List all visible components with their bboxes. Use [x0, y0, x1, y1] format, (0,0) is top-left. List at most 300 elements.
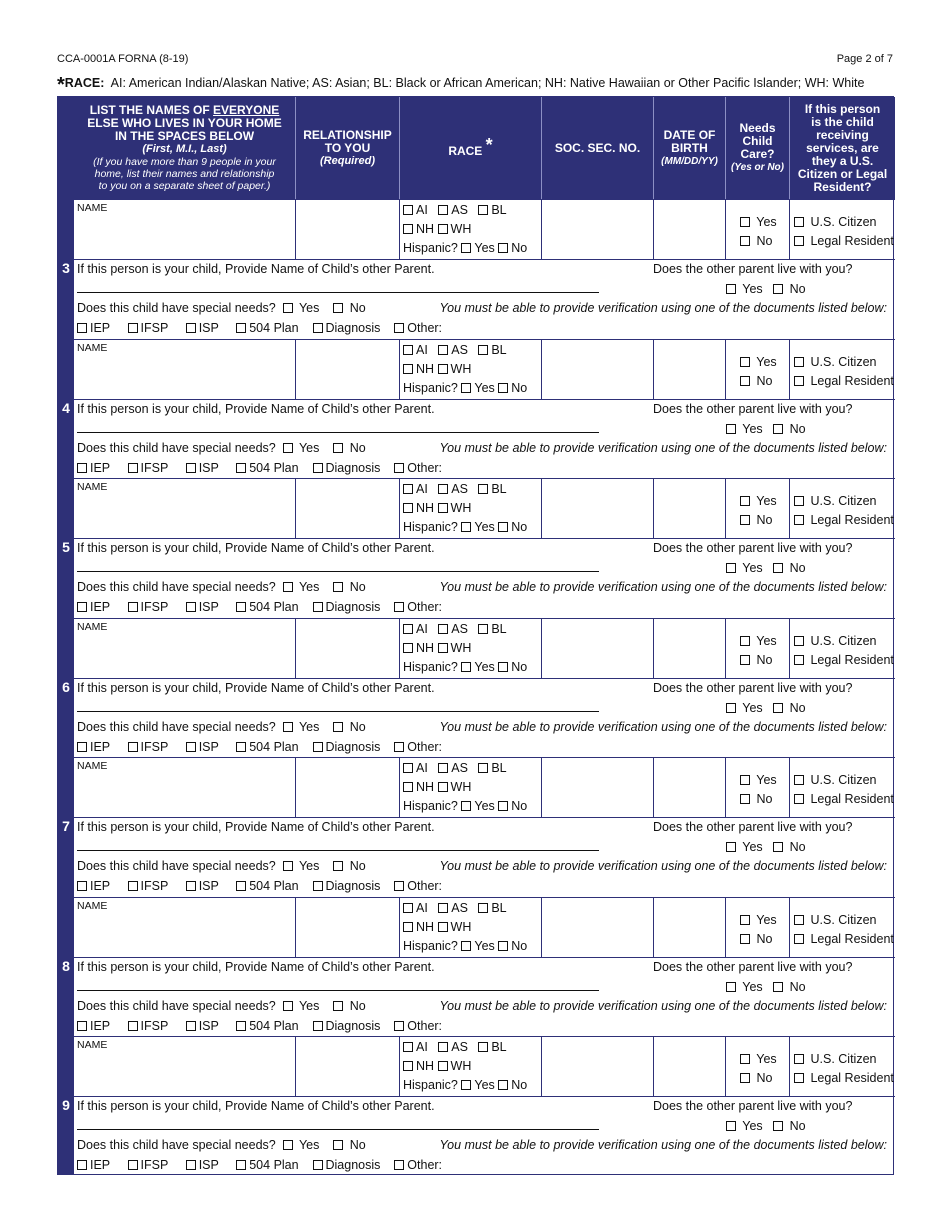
- hispanic-yes-checkbox[interactable]: [461, 383, 471, 393]
- citizen-option: [794, 634, 876, 648]
- race-bl-checkbox[interactable]: [478, 345, 488, 355]
- special-needs-yes-checkbox[interactable]: [283, 861, 293, 871]
- ssn-cell[interactable]: [542, 1037, 654, 1097]
- isp-label: ISP: [198, 739, 219, 754]
- citizenship-cell: [790, 758, 895, 818]
- race-wh-checkbox[interactable]: [438, 643, 448, 653]
- citizenship-header-3: receiving: [816, 127, 869, 142]
- parent-live-no-label: No: [789, 282, 806, 296]
- parent-live-no-checkbox[interactable]: [773, 842, 783, 852]
- ifsp-checkbox[interactable]: [128, 463, 138, 473]
- childcare-yes-checkbox[interactable]: [740, 496, 750, 506]
- name-label: NAME: [77, 1039, 108, 1051]
- relationship-header-sub: (Required): [320, 154, 375, 167]
- ifsp-checkbox[interactable]: [128, 602, 138, 612]
- race-wh-checkbox[interactable]: [438, 364, 448, 374]
- parent-live-options: [726, 840, 806, 854]
- race-key: [57, 74, 864, 97]
- hispanic-no-checkbox[interactable]: [498, 383, 508, 393]
- race-row-1: [403, 482, 507, 496]
- race-wh-checkbox[interactable]: [438, 782, 448, 792]
- isp-checkbox[interactable]: [186, 881, 196, 891]
- resident-option: [794, 234, 894, 248]
- race-bl-label: BL: [491, 761, 507, 775]
- row-number: 3: [62, 260, 70, 276]
- childcare-yes-checkbox[interactable]: [740, 1054, 750, 1064]
- documents-row: [77, 600, 442, 614]
- hispanic-no-checkbox[interactable]: [498, 243, 508, 253]
- parent-live-no-checkbox[interactable]: [773, 563, 783, 573]
- other-checkbox[interactable]: [394, 881, 404, 891]
- legal-resident-checkbox[interactable]: [794, 1073, 804, 1083]
- childcare-cell: [726, 340, 790, 400]
- isp-label: ISP: [198, 1158, 219, 1172]
- ifsp-checkbox[interactable]: [128, 323, 138, 333]
- parent-live-yes-checkbox[interactable]: [726, 703, 736, 713]
- name-cell[interactable]: [74, 898, 296, 958]
- hispanic-row: [403, 1078, 527, 1092]
- race-as-checkbox[interactable]: [438, 1042, 448, 1052]
- plan504-checkbox[interactable]: [236, 323, 246, 333]
- us-citizen-label: U.S. Citizen: [810, 494, 877, 508]
- iep-checkbox[interactable]: [77, 602, 87, 612]
- childcare-cell: [726, 619, 790, 679]
- race-ai-checkbox[interactable]: [403, 624, 413, 634]
- name-cell[interactable]: [74, 479, 296, 539]
- legal-resident-checkbox[interactable]: [794, 515, 804, 525]
- diagnosis-checkbox[interactable]: [313, 323, 323, 333]
- name-label: NAME: [77, 760, 108, 772]
- childcare-cell: [726, 479, 790, 539]
- race-bl-checkbox[interactable]: [478, 903, 488, 913]
- special-needs-no-label: No: [349, 998, 366, 1013]
- race-wh-label: WH: [450, 640, 472, 655]
- plan504-checkbox[interactable]: [236, 463, 246, 473]
- other-checkbox[interactable]: [394, 323, 404, 333]
- race-wh-label: WH: [450, 361, 472, 376]
- diagnosis-checkbox[interactable]: [313, 1160, 323, 1170]
- hispanic-row: [403, 381, 527, 395]
- other-parent-name-line[interactable]: [77, 850, 599, 851]
- special-needs-yes-checkbox[interactable]: [283, 582, 293, 592]
- special-needs-yes-label: Yes: [298, 998, 320, 1013]
- relationship-column-header: [296, 97, 400, 199]
- us-citizen-checkbox[interactable]: [794, 915, 804, 925]
- childcare-yes: [740, 1052, 777, 1066]
- diagnosis-checkbox[interactable]: [313, 463, 323, 473]
- iep-checkbox[interactable]: [77, 463, 87, 473]
- childcare-no-label: No: [756, 652, 773, 667]
- other-parent-name-line[interactable]: [77, 1129, 599, 1130]
- race-wh-label: WH: [450, 919, 472, 934]
- special-needs-yes-checkbox[interactable]: [283, 722, 293, 732]
- parent-live-label: Does the other parent live with you?: [653, 959, 853, 974]
- other-parent-name-line[interactable]: [77, 571, 599, 572]
- isp-checkbox[interactable]: [186, 1160, 196, 1170]
- iep-label: IEP: [90, 460, 111, 475]
- relationship-cell[interactable]: [296, 200, 400, 260]
- name-cell[interactable]: [74, 340, 296, 400]
- relationship-cell[interactable]: [296, 619, 400, 679]
- race-row-2: [403, 501, 471, 515]
- race-as-checkbox[interactable]: [438, 205, 448, 215]
- plan504-label: 504 Plan: [249, 1158, 299, 1172]
- person-entry: [74, 1036, 895, 1176]
- race-ai-checkbox[interactable]: [403, 205, 413, 215]
- hispanic-row: [403, 241, 527, 255]
- name-cell[interactable]: [74, 758, 296, 818]
- childcare-no-checkbox[interactable]: [740, 794, 750, 804]
- parent-live-yes-checkbox[interactable]: [726, 1121, 736, 1131]
- race-nh-checkbox[interactable]: [403, 364, 413, 374]
- parent-live-no-label: No: [789, 421, 806, 436]
- childcare-yes-label: Yes: [756, 773, 777, 787]
- dob-cell[interactable]: [654, 1037, 726, 1097]
- special-needs-no-label: No: [349, 1138, 366, 1152]
- hispanic-yes-checkbox[interactable]: [461, 662, 471, 672]
- special-needs-no-checkbox[interactable]: [333, 861, 343, 871]
- relationship-cell[interactable]: [296, 340, 400, 400]
- names-header-note3: to you on a separate sheet of paper.): [98, 180, 271, 192]
- other-checkbox[interactable]: [394, 742, 404, 752]
- legal-resident-checkbox[interactable]: [794, 376, 804, 386]
- race-nh-checkbox[interactable]: [403, 643, 413, 653]
- ssn-cell[interactable]: [542, 479, 654, 539]
- other-label: Other:: [407, 879, 443, 893]
- legal-resident-checkbox[interactable]: [794, 236, 804, 246]
- diagnosis-label: Diagnosis: [325, 1018, 381, 1033]
- ifsp-label: IFSP: [140, 600, 169, 614]
- parent-live-options: [726, 282, 806, 296]
- us-citizen-checkbox[interactable]: [794, 636, 804, 646]
- iep-checkbox[interactable]: [77, 881, 87, 891]
- dob-header-sub: (MM/DD/YY): [661, 155, 718, 167]
- other-parent-name-line[interactable]: [77, 292, 599, 293]
- parent-live-yes-checkbox[interactable]: [726, 424, 736, 434]
- childcare-cell: [726, 898, 790, 958]
- race-cell: [400, 619, 542, 679]
- childcare-no-checkbox[interactable]: [740, 236, 750, 246]
- special-needs-yes-checkbox[interactable]: [283, 303, 293, 313]
- childcare-no-label: No: [756, 931, 773, 946]
- race-wh-label: WH: [450, 501, 472, 515]
- relationship-cell[interactable]: [296, 898, 400, 958]
- race-wh-checkbox[interactable]: [438, 922, 448, 932]
- childcare-no-checkbox[interactable]: [740, 1073, 750, 1083]
- parent-live-no-checkbox[interactable]: [773, 1121, 783, 1131]
- diagnosis-checkbox[interactable]: [313, 742, 323, 752]
- iep-checkbox[interactable]: [77, 1160, 87, 1170]
- name-cell[interactable]: [74, 200, 296, 260]
- childcare-no-label: No: [756, 234, 773, 248]
- hispanic-no-checkbox[interactable]: [498, 1080, 508, 1090]
- childcare-cell: [726, 200, 790, 260]
- other-label: Other:: [407, 600, 443, 614]
- childcare-no-checkbox[interactable]: [740, 934, 750, 944]
- ifsp-checkbox[interactable]: [128, 742, 138, 752]
- other-parent-name-line[interactable]: [77, 990, 599, 991]
- race-ai-checkbox[interactable]: [403, 1042, 413, 1052]
- parent-live-yes-checkbox[interactable]: [726, 842, 736, 852]
- special-needs-label: Does this child have special needs?: [77, 1138, 276, 1152]
- iep-checkbox[interactable]: [77, 742, 87, 752]
- relationship-header-2: TO YOU: [324, 140, 371, 155]
- childcare-no-checkbox[interactable]: [740, 376, 750, 386]
- dob-cell[interactable]: [654, 898, 726, 958]
- race-as-checkbox[interactable]: [438, 624, 448, 634]
- other-checkbox[interactable]: [394, 1160, 404, 1170]
- ssn-cell[interactable]: [542, 758, 654, 818]
- diagnosis-label: Diagnosis: [325, 739, 381, 754]
- citizenship-cell: [790, 1037, 895, 1097]
- dob-cell[interactable]: [654, 479, 726, 539]
- us-citizen-checkbox[interactable]: [794, 357, 804, 367]
- race-wh-checkbox[interactable]: [438, 503, 448, 513]
- other-checkbox[interactable]: [394, 463, 404, 473]
- parent-live-yes-checkbox[interactable]: [726, 563, 736, 573]
- race-bl-checkbox[interactable]: [478, 484, 488, 494]
- childcare-yes-checkbox[interactable]: [740, 915, 750, 925]
- relationship-cell[interactable]: [296, 1037, 400, 1097]
- race-cell: [400, 758, 542, 818]
- special-needs-no-checkbox[interactable]: [333, 1001, 343, 1011]
- hispanic-yes-checkbox[interactable]: [461, 801, 471, 811]
- race-bl-checkbox[interactable]: [478, 624, 488, 634]
- parent-live-yes-checkbox[interactable]: [726, 284, 736, 294]
- race-bl-checkbox[interactable]: [478, 763, 488, 773]
- race-cell: [400, 200, 542, 260]
- verification-note: You must be able to provide verification using one of the documents listed below:: [439, 859, 887, 873]
- legal-resident-label: Legal Resident: [810, 1071, 894, 1085]
- hispanic-yes-checkbox[interactable]: [461, 522, 471, 532]
- row-number: 7: [62, 818, 70, 834]
- parent-live-no-checkbox[interactable]: [773, 424, 783, 434]
- special-needs-yes-checkbox[interactable]: [283, 443, 293, 453]
- special-needs-no-checkbox[interactable]: [333, 722, 343, 732]
- childcare-no: [740, 792, 772, 806]
- special-needs-row: [77, 1138, 366, 1152]
- name-cell[interactable]: [74, 619, 296, 679]
- row-number-sidebar: [58, 97, 74, 1174]
- special-needs-yes-checkbox[interactable]: [283, 1001, 293, 1011]
- race-ai-checkbox[interactable]: [403, 345, 413, 355]
- race-header-label: RACE: [448, 143, 483, 158]
- race-ai-checkbox[interactable]: [403, 484, 413, 494]
- hispanic-row: [403, 660, 527, 674]
- race-nh-checkbox[interactable]: [403, 782, 413, 792]
- name-label: NAME: [77, 481, 108, 493]
- childcare-header-2: Child: [742, 134, 773, 148]
- race-as-checkbox[interactable]: [438, 484, 448, 494]
- race-wh-checkbox[interactable]: [438, 224, 448, 234]
- person-entry: [74, 618, 895, 758]
- parent-live-no-checkbox[interactable]: [773, 703, 783, 713]
- isp-checkbox[interactable]: [186, 742, 196, 752]
- hispanic-no-checkbox[interactable]: [498, 522, 508, 532]
- race-nh-label: NH: [416, 361, 435, 376]
- citizen-option: [794, 1052, 876, 1066]
- plan504-label: 504 Plan: [249, 1018, 299, 1033]
- other-checkbox[interactable]: [394, 602, 404, 612]
- person-info-row: [74, 619, 895, 679]
- race-wh-checkbox[interactable]: [438, 1061, 448, 1071]
- us-citizen-checkbox[interactable]: [794, 1054, 804, 1064]
- ifsp-checkbox[interactable]: [128, 881, 138, 891]
- childcare-yes-checkbox[interactable]: [740, 357, 750, 367]
- plan504-checkbox[interactable]: [236, 1160, 246, 1170]
- legal-resident-checkbox[interactable]: [794, 655, 804, 665]
- ifsp-checkbox[interactable]: [128, 1021, 138, 1031]
- childcare-yes-checkbox[interactable]: [740, 636, 750, 646]
- childcare-no-checkbox[interactable]: [740, 655, 750, 665]
- special-needs-no-checkbox[interactable]: [333, 582, 343, 592]
- legal-resident-checkbox[interactable]: [794, 794, 804, 804]
- parent-live-yes-checkbox[interactable]: [726, 982, 736, 992]
- parent-live-yes-label: Yes: [742, 561, 763, 575]
- other-label: Other:: [407, 321, 443, 335]
- dob-cell[interactable]: [654, 340, 726, 400]
- race-ai-label: AI: [416, 342, 428, 357]
- relationship-cell[interactable]: [296, 758, 400, 818]
- parent-live-no-checkbox[interactable]: [773, 284, 783, 294]
- other-checkbox[interactable]: [394, 1021, 404, 1031]
- dob-cell[interactable]: [654, 758, 726, 818]
- parent-live-no-checkbox[interactable]: [773, 982, 783, 992]
- relationship-cell[interactable]: [296, 479, 400, 539]
- race-bl-checkbox[interactable]: [478, 205, 488, 215]
- ssn-cell[interactable]: [542, 340, 654, 400]
- legal-resident-label: Legal Resident: [810, 513, 894, 527]
- race-ai-checkbox[interactable]: [403, 763, 413, 773]
- ssn-cell[interactable]: [542, 619, 654, 679]
- legal-resident-label: Legal Resident: [810, 234, 894, 248]
- person-entry: [74, 897, 895, 1037]
- legal-resident-label: Legal Resident: [810, 373, 894, 388]
- isp-checkbox[interactable]: [186, 1021, 196, 1031]
- resident-option: [794, 1071, 894, 1085]
- parent-live-yes-label: Yes: [742, 421, 763, 436]
- hispanic-no-checkbox[interactable]: [498, 941, 508, 951]
- hispanic-no-checkbox[interactable]: [498, 662, 508, 672]
- race-cell: [400, 479, 542, 539]
- citizen-option: [794, 215, 876, 229]
- race-nh-checkbox[interactable]: [403, 503, 413, 513]
- other-parent-name-line[interactable]: [77, 432, 599, 433]
- plan504-checkbox[interactable]: [236, 602, 246, 612]
- childcare-no: [740, 1071, 772, 1085]
- plan504-label: 504 Plan: [249, 460, 299, 475]
- diagnosis-checkbox[interactable]: [313, 602, 323, 612]
- other-parent-label: If this person is your child, Provide Name of Child’s other Parent.: [77, 959, 435, 974]
- race-bl-label: BL: [491, 203, 507, 217]
- iep-checkbox[interactable]: [77, 323, 87, 333]
- parent-live-yes-label: Yes: [742, 282, 763, 296]
- other-parent-name-line[interactable]: [77, 711, 599, 712]
- childcare-yes-label: Yes: [756, 912, 777, 927]
- childcare-no-label: No: [756, 513, 773, 527]
- special-needs-yes-checkbox[interactable]: [283, 1140, 293, 1150]
- ssn-cell[interactable]: [542, 200, 654, 260]
- race-ai-label: AI: [416, 482, 428, 496]
- plan504-label: 504 Plan: [249, 879, 299, 893]
- special-needs-row: [77, 859, 366, 873]
- diagnosis-checkbox[interactable]: [313, 881, 323, 891]
- race-nh-checkbox[interactable]: [403, 922, 413, 932]
- childcare-no-checkbox[interactable]: [740, 515, 750, 525]
- documents-row: [77, 1019, 442, 1033]
- names-header-line2: ELSE WHO LIVES IN YOUR HOME: [87, 116, 282, 130]
- ssn-cell[interactable]: [542, 898, 654, 958]
- us-citizen-label: U.S. Citizen: [810, 633, 877, 648]
- isp-label: ISP: [198, 1018, 219, 1033]
- hispanic-no-label: No: [511, 659, 528, 674]
- plan504-checkbox[interactable]: [236, 1021, 246, 1031]
- ifsp-checkbox[interactable]: [128, 1160, 138, 1170]
- special-needs-label: Does this child have special needs?: [77, 859, 276, 873]
- hispanic-yes-checkbox[interactable]: [461, 941, 471, 951]
- isp-checkbox[interactable]: [186, 323, 196, 333]
- other-parent-label: If this person is your child, Provide Name of Child’s other Parent.: [77, 680, 435, 695]
- other-label: Other:: [407, 739, 443, 754]
- race-cell: [400, 1037, 542, 1097]
- hispanic-yes-checkbox[interactable]: [461, 1080, 471, 1090]
- special-needs-no-checkbox[interactable]: [333, 1140, 343, 1150]
- race-as-checkbox[interactable]: [438, 763, 448, 773]
- race-ai-checkbox[interactable]: [403, 903, 413, 913]
- hispanic-no-label: No: [511, 1078, 528, 1092]
- parent-live-label: Does the other parent live with you?: [653, 401, 853, 416]
- race-as-checkbox[interactable]: [438, 345, 448, 355]
- race-nh-checkbox[interactable]: [403, 1061, 413, 1071]
- us-citizen-checkbox[interactable]: [794, 217, 804, 227]
- isp-checkbox[interactable]: [186, 463, 196, 473]
- race-nh-checkbox[interactable]: [403, 224, 413, 234]
- plan504-checkbox[interactable]: [236, 881, 246, 891]
- dob-cell[interactable]: [654, 619, 726, 679]
- hispanic-label: Hispanic?: [403, 799, 458, 813]
- special-needs-no-checkbox[interactable]: [333, 303, 343, 313]
- diagnosis-checkbox[interactable]: [313, 1021, 323, 1031]
- citizenship-header-7: Resident?: [813, 179, 872, 194]
- legal-resident-checkbox[interactable]: [794, 934, 804, 944]
- hispanic-yes-checkbox[interactable]: [461, 243, 471, 253]
- race-as-checkbox[interactable]: [438, 903, 448, 913]
- childcare-yes-checkbox[interactable]: [740, 775, 750, 785]
- isp-checkbox[interactable]: [186, 602, 196, 612]
- name-cell[interactable]: [74, 1037, 296, 1097]
- us-citizen-checkbox[interactable]: [794, 775, 804, 785]
- special-needs-row: [77, 580, 366, 594]
- race-nh-label: NH: [416, 1059, 435, 1073]
- race-bl-checkbox[interactable]: [478, 1042, 488, 1052]
- special-needs-no-checkbox[interactable]: [333, 443, 343, 453]
- iep-label: IEP: [90, 879, 111, 893]
- hispanic-no-label: No: [511, 938, 528, 953]
- childcare-yes: [740, 215, 777, 229]
- us-citizen-checkbox[interactable]: [794, 496, 804, 506]
- diagnosis-label: Diagnosis: [325, 1158, 381, 1172]
- isp-label: ISP: [198, 600, 219, 614]
- hispanic-yes-label: Yes: [474, 938, 495, 953]
- row-number: 9: [62, 1097, 70, 1113]
- plan504-checkbox[interactable]: [236, 742, 246, 752]
- dob-cell[interactable]: [654, 200, 726, 260]
- verification-note: You must be able to provide verification using one of the documents listed below:: [439, 719, 887, 734]
- iep-checkbox[interactable]: [77, 1021, 87, 1031]
- childcare-yes-checkbox[interactable]: [740, 217, 750, 227]
- hispanic-no-checkbox[interactable]: [498, 801, 508, 811]
- verification-note: You must be able to provide verification using one of the documents listed below:: [439, 998, 887, 1013]
